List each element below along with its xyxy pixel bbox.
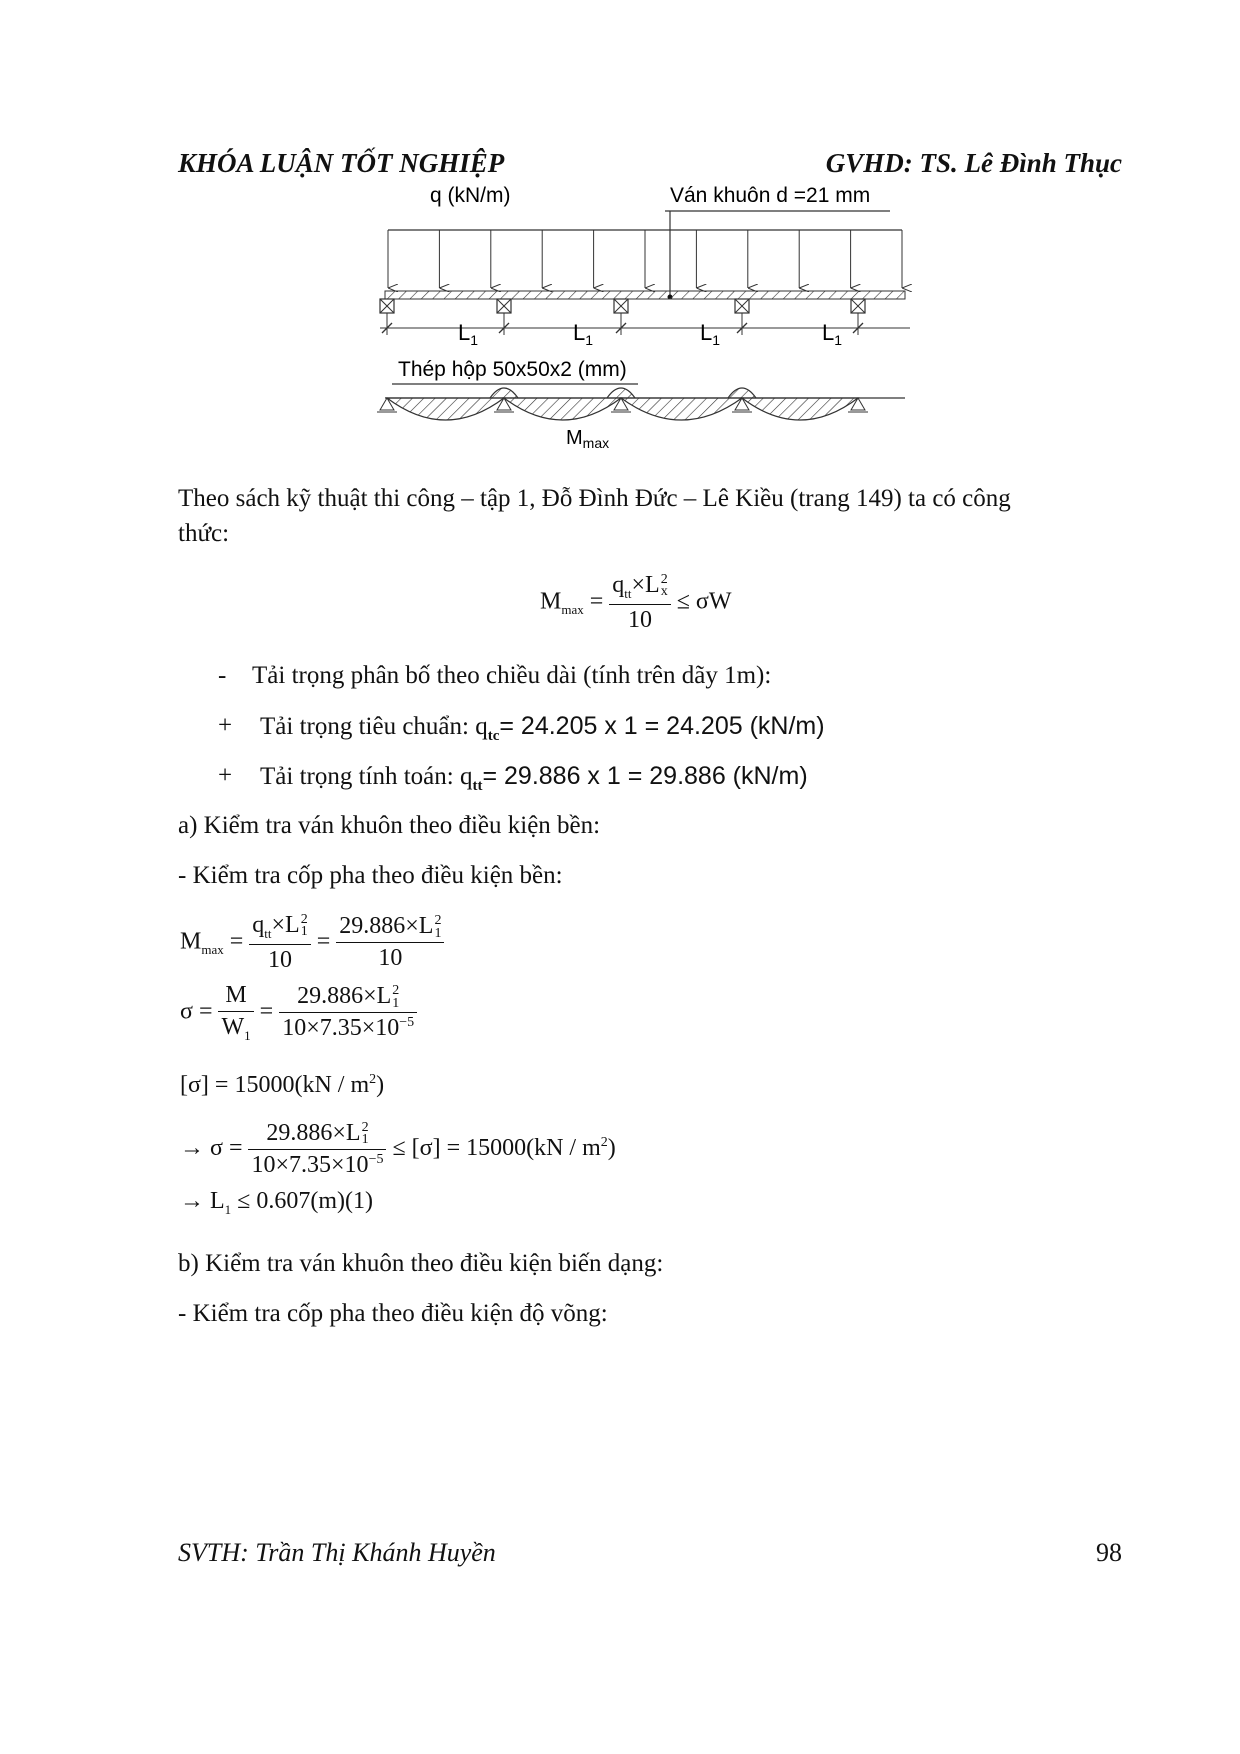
formwork-board xyxy=(385,291,905,299)
formula-sigma: σ = $\frac{M}{W_1}$ = 29.886×L 2 1 $10\times 7.35\times 10^{-5}$ xyxy=(180,982,417,1044)
formula-allowable-stress: $[\sigma] = 15000(kN / m^2)$ xyxy=(180,1072,385,1098)
steel-label: Thép hộp 50x50x2 (mm) xyxy=(398,358,627,381)
moment-hog xyxy=(490,388,518,398)
support-box xyxy=(380,299,394,313)
plus-symbol-2: + xyxy=(218,762,233,789)
support-box xyxy=(851,299,865,313)
support-boxes xyxy=(380,299,865,313)
support-box xyxy=(614,299,628,313)
intro-line-2: thức: xyxy=(178,520,230,547)
moment-hog xyxy=(607,388,635,398)
load-arrows xyxy=(388,230,902,288)
header-left-title: KHÓA LUẬN TỐT NGHIỆP xyxy=(178,148,505,178)
moment-hog xyxy=(728,388,756,398)
support-box xyxy=(497,299,511,313)
intro-line-1: Theo sách kỹ thuật thi công – tập 1, Đỗ Đình Đức – Lê Kiều (trang 149) ta có công xyxy=(178,485,1011,512)
bullet-distributed-load: Tải trọng phân bố theo chiều dài (tính trên dãy 1m): xyxy=(252,662,772,689)
beam-diagram xyxy=(370,180,930,450)
moment-lobe xyxy=(387,398,504,420)
moment-lobe xyxy=(742,398,858,420)
span-label-3: $L_1$ xyxy=(700,320,721,348)
span-label-2: $L_1$ xyxy=(573,320,594,348)
bullet-dash: - xyxy=(218,662,227,689)
span-label-4: $L_1$ xyxy=(822,320,843,348)
section-b-heading: b) Kiểm tra ván khuôn theo điều kiện biến dạng: xyxy=(178,1250,664,1277)
moment-lobe xyxy=(504,398,621,420)
design-load-line: Tải trọng tính toán: $q_{tt}= 29.886$ x 1 = 29.886 (kN/m) xyxy=(260,762,808,794)
load-label: q (kN/m) xyxy=(430,184,511,207)
standard-load-line: Tải trọng tiêu chuẩn: $q_{tc}= 24.205$ x 1 = 24.205 (kN/m) xyxy=(260,712,825,744)
page-number: 98 xyxy=(1096,1538,1122,1567)
formwork-label: Ván khuôn d =21 mm xyxy=(670,184,871,207)
section-b-check: - Kiểm tra cốp pha theo điều kiện độ võng: xyxy=(178,1300,608,1327)
header-right-advisor: GVHD: TS. Lê Đình Thục xyxy=(825,148,1122,178)
formula-stress-check: → σ = 29.886×L 2 1 $10\times 7.35\times 10^{-5}$ ≤ $[\sigma] = 15000(kN / m^2)$ xyxy=(180,1119,616,1179)
footer-student: SVTH: Trần Thị Khánh Huyền xyxy=(178,1538,496,1567)
section-a-heading: a) Kiểm tra ván khuôn theo điều kiện bền: xyxy=(178,812,601,839)
span-label-1: $L_1$ xyxy=(458,320,479,348)
plus-symbol-1: + xyxy=(218,712,233,739)
formula-span-result: → $L_1 \le 0.607(m)(1)$ xyxy=(180,1188,373,1217)
section-a-check: - Kiểm tra cốp pha theo điều kiện bền: xyxy=(178,862,563,889)
formula-mmax-general: $M_{max}$ = $q_{tt}\times L$ 2 x 10 ≤ σW xyxy=(540,571,732,633)
moment-lobe xyxy=(621,398,742,420)
moment-label: $M_{max}$ xyxy=(566,427,610,450)
formula-mmax-substituted: $M_{max}$ = $q_{tt}\times L$ 2 1 10 = 29.886×L 2 1 10 xyxy=(180,912,444,974)
support-box xyxy=(735,299,749,313)
